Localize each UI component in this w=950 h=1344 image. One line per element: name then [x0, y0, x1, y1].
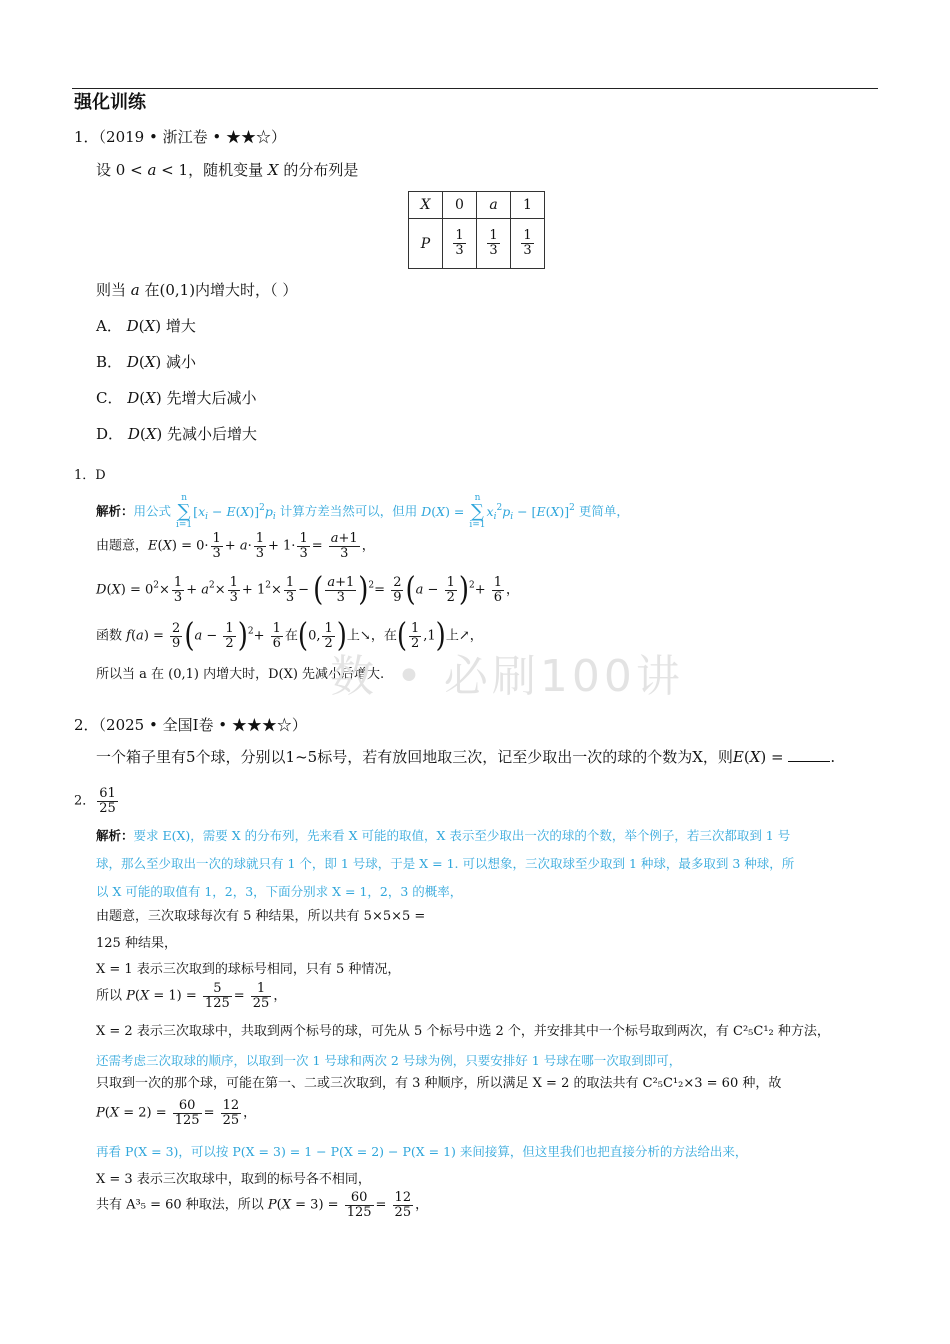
table-x-label: X	[409, 192, 443, 219]
answer-2-hint-1	[96, 828, 790, 843]
answer-2-line-d: 所以 P(X = 1) = $\frac{5}{125}$ = $\frac{1}{25}$ ，	[96, 981, 287, 1011]
analysis-label: 解析：	[96, 828, 134, 843]
line-prefix: 所以	[96, 988, 123, 1004]
problem-2-number: 2．	[74, 716, 99, 734]
table-prob: $\frac{1}{3}$	[511, 219, 545, 269]
problem-2-stem: 一个箱子里有5个球，分别以1~5标号，若有放回地取三次，记至少取出一次的球的个数为X，则E(X) = .	[96, 748, 836, 766]
analysis-hint: 更简单，	[578, 503, 629, 519]
condition-math: 0 < a < 1	[115, 161, 189, 179]
table-prob: $\frac{1}{3}$	[477, 219, 511, 269]
answer-2-hint-4: 还需考虑三次取球的顺序，以取到一次 1 号球和两次 2 号球为例，只要安排好 1 号球在哪一次取到即可，	[96, 1053, 682, 1068]
stem-tail: 的分布列是	[283, 161, 359, 179]
option-c[interactable]: C． D(X) 先增大后减小	[96, 389, 257, 407]
option-letter: B．	[96, 353, 123, 371]
answer-2-line-b: 125 种结果，	[96, 936, 177, 951]
step-end: 上↗，	[445, 628, 483, 644]
answer-2-label: 2． $\frac{61}{25}$	[74, 786, 116, 816]
analysis-hint: 用公式	[133, 503, 172, 519]
answer-1-label: 1．D	[74, 468, 106, 483]
watermark: 数 • 必刷100讲	[330, 651, 684, 702]
problem-1-source: （2019 • 浙江卷 • ★★☆）	[98, 128, 286, 146]
stem-prefix: 设	[96, 161, 112, 179]
problem-1-header	[74, 128, 286, 146]
option-text: 先减小后增大	[167, 425, 258, 443]
option-letter: D．	[96, 425, 124, 443]
answer-1-analysis: 解析：用公式 n ∑ $i=1[x_i - E(X)]^2p_i$ 计算方差当然可以，但用 D(X) = n ∑ $i=1x_i^2p_i - [E(X)]^2$ 更简单，	[96, 493, 629, 530]
table-prob: $\frac{1}{3}$	[443, 219, 477, 269]
answer-2-hint-5: 再看 P(X = 3)，可以按 P(X = 3) = 1 − P(X = 2) − P(X = 1) 来间接算，但这里我们也把直接分析的方法给出来，	[96, 1144, 748, 1159]
answer-2-hint-2: 球，那么至少取出一次的球就只有 1 个，即 1 号球，于是 X = 1. 可以想象，三次取球至少取到 1 种球，最多取到 3 种球，所	[96, 856, 795, 871]
problem-2-text: 一个箱子里有5个球，分别以1~5标号，若有放回地取三次，记至少取出一次的球的个数为X，则	[96, 748, 733, 766]
option-a[interactable]: A． D(X) 增大	[96, 317, 196, 335]
table-value-1: 1	[511, 192, 545, 219]
section-title: 强化训练	[74, 92, 146, 113]
blank-suffix: .	[830, 748, 836, 766]
analysis-hint: 要求 E(X)，需要 X 的分布列，先来看 X 可能的取值，X 表示至少取出一次的球的个数，举个例子，若三次都取到 1 号	[133, 828, 791, 843]
option-b[interactable]: B． D(X) 减小	[96, 353, 197, 371]
answer-2-line-g: X = 3 表示三次取球中，取到的标号各不相同，	[96, 1172, 371, 1187]
analysis-label: 解析：	[96, 503, 134, 519]
table-value-0: 0	[443, 192, 477, 219]
answer-2-line-h: 共有 A³₅ = 60 种取法，所以 P(X = 3) = $\frac{60}{125}$ = $\frac{12}{25}$ ，	[96, 1190, 429, 1220]
answer-2-number: 2．	[74, 793, 96, 809]
step-up: 上↘，在	[346, 628, 397, 644]
question-start: 则当	[96, 281, 127, 299]
var-x: X	[267, 161, 279, 179]
answer-2-line-f: 只取到一次的那个球，可能在第一、二或三次取到，有 3 种顺序，所以满足 X = 2 的取法共有 C²₅C¹₂×3 = 60 种，故	[96, 1076, 782, 1091]
analysis-hint: 计算方差当然可以，但用	[279, 503, 418, 519]
answer-2-line-a: 由题意，三次取球每次有 5 种结果，所以共有 5×5×5 =	[96, 909, 426, 924]
step-function: 函数 f(a) = $\frac{2}{9}$ (a − $\frac{1}{2}$ )$^2$+ $\frac{1}{6}$ 在(0, $\frac{1}{2}$ )上↘，在( $\frac{1}{2}$ ,1)上↗，	[96, 617, 483, 655]
problem-1-stem	[96, 161, 358, 179]
problem-2-source: （2025 • 全国Ⅰ卷 • ★★★☆）	[98, 716, 307, 734]
option-letter: A．	[96, 317, 122, 335]
answer-2-line-c: X = 1 表示三次取到的球标号相同，只有 5 种情况，	[96, 962, 401, 977]
step-prefix: 函数	[96, 628, 123, 644]
option-text: 增大	[165, 317, 196, 335]
problem-2-header	[74, 716, 307, 734]
step-expectation: 由题意，E(X) = 0· $\frac{1}{3}$ + a· $\frac{1}{3}$ + 1· $\frac{1}{3}$ = $\frac{a+1}{3}$ ，	[96, 531, 375, 561]
problem-1-question: 则当 a 在(0,1)内增大时，（ ）	[96, 281, 298, 299]
answer-2-line-e: X = 2 表示三次取球中，共取到两个标号的球，可先从 5 个标号中选 2 个，并安排其中一个标号取到两次，有 C²₅C¹₂ 种方法，	[96, 1024, 830, 1039]
step-prefix: 由题意，	[96, 538, 149, 554]
table-value-a: a	[477, 192, 511, 219]
answer-blank[interactable]	[788, 749, 830, 762]
answer-1-conclusion: 所以当 a 在 (0,1) 内增大时，D(X) 先减小后增大.	[96, 667, 385, 682]
option-d[interactable]: D． D(X) 先减小后增大	[96, 425, 258, 443]
question-mid: 在(0,1)内增大时，（ ）	[144, 281, 298, 299]
line-prefix: 共有 A³₅ = 60 种取法，所以	[96, 1197, 264, 1213]
option-letter: C．	[96, 389, 123, 407]
step-variance: $D(X) = 0^2\times$ $\frac{1}{3}$ + $a^2\times$ $\frac{1}{3}$ + $1^2\times$ $\frac{1}{3}$ − ( $\frac{a+1}{3}$ )$^2$= $\frac{2}{9}$ (a − $\frac{1}{2}$ )$^2$+ $\frac{1}{6}$ ，	[96, 571, 520, 609]
answer-2-p2: P(X = 2) = $\frac{60}{125}$ = $\frac{12}{25}$ ，	[96, 1098, 257, 1128]
option-text: 减小	[166, 353, 197, 371]
step-mid: 在	[284, 628, 298, 644]
stem-suffix: ，随机变量	[188, 161, 264, 179]
table-p-label: P	[409, 219, 443, 269]
problem-1-number: 1．	[74, 128, 99, 146]
distribution-table	[408, 191, 545, 269]
answer-2-hint-3: 以 X 可能的取值有 1，2，3，下面分别求 X = 1，2，3 的概率，	[96, 884, 463, 899]
top-rule	[72, 88, 878, 89]
option-text: 先增大后减小	[166, 389, 257, 407]
